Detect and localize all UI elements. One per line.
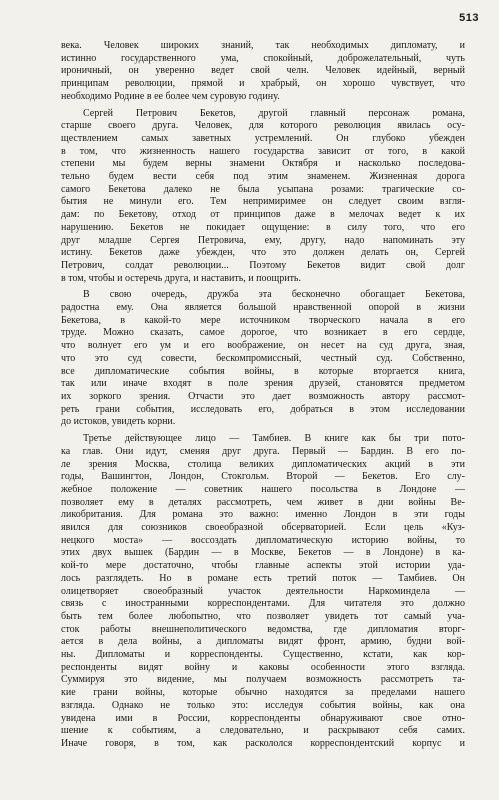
text-line: ка глав. Они идут, сменяя друг друга. Первый — Бардин. В его по- [61,445,465,457]
text-line: ны. Дипломаты и корреспонденты. Существенно, кстати, как кор- [61,649,465,661]
text-line: нецкого моста» — воссоздать дипломатическую историю войны, то [61,534,465,546]
text-line: ле зрения Москва, столица великих дипломатических акций в эти [61,458,465,470]
text-line: В свою очередь, дружба эта бесконечно обогащает Бекетова, [83,289,465,301]
text-line: Петрович, солдат революции... Поэтому Бекетов видит свой долг [61,259,465,271]
text-line: бытия не минули его. Тем непримиримее он следует своим взгля- [61,196,465,208]
text-line: тельно будем вести себя под этим знаменем. Жизненная дорога [61,171,465,183]
text-line: позволяет ему в деталях рассмотреть, чем живет в дни войны Ве- [61,496,465,508]
text-line: в том, что жизненность нашего государства зависит от того, в какой [61,145,465,157]
text-line: принципам революции, прямой и храбрый, он хорошо чувствует, что [61,78,465,90]
text-line: годы, Вашингтон, Лондон, Стокгольм. Второй — Бекетов. Его слу- [61,471,465,483]
text-line: дам: по Бекетову, отход от принципов даже в мелочах ведет к их [61,209,465,221]
paragraph [61,40,465,104]
page-number: 513 [459,12,479,24]
text-line: ироничный, он уверенно ведет свой челн. Человек идейный, верный [61,65,465,77]
text-line: Суммируя это видение, мы получаем возможность рассмотреть та- [61,674,465,686]
text-line: века. Человек широких знаний, так необходимых дипломату, и [61,40,465,51]
text-line: необходимо Родине в ее более чем суровую годину. [61,90,280,102]
text-line: реть грани события, исследовать его, добраться в этом исследовании [61,403,465,415]
text-line: кой-то мере достаточно, чтобы главные аспекты этой истории уда- [61,560,465,572]
text-line: Третье действующее лицо — Тамбиев. В книге как бы три пото- [83,433,465,445]
text-line: Иначе говоря, в том, как раскололся корреспондентский корпус и [61,737,465,749]
text-line: до истоков, увидеть корни. [61,416,176,428]
text-line: увидена ими в России, корреспонденты обнаруживают свое отно- [61,712,465,724]
text-line: труде. Можно сказать, самое дорогое, что возникает в его сердце, [61,327,465,339]
paragraph [61,289,465,429]
text-line: истину. Бекетов даже убежден, что это должен делать он, Сергей [61,247,465,259]
text-line: жебное положение — советник нашего посольства в Лондоне — [61,483,465,495]
text-line: кие грани войны, которые обычно находятся за пределами нашего [61,687,465,699]
text-line: быть тем более любопытно, что позволяет увидеть тот самый уча- [61,610,465,622]
text-line: степени мы будем верны знамени Октября и насколько последова- [61,158,465,170]
text-line: взгляда. Однако не только это: исследуя события войны, как она [61,699,465,711]
text-line: сток работы внешнеполитического ведомства, где дипломатия вторг- [61,623,465,635]
text-line: респонденты видят войну и каковы особенности этого взгляда. [61,661,465,673]
paragraph [61,108,465,286]
text-line: этих двух вышек (Бардин — в Москве, Бекетов — в Лондоне) в ка- [61,547,465,559]
text-line: Бекетова, в какой-то мере источником творческого начала в его [61,314,465,326]
body-text [61,40,465,751]
paragraph [61,433,465,751]
text-line: в том, чтобы и остеречь друга, и наставить, и поощрить. [61,272,301,284]
text-line: друг младше Сергея Петровича, ему, другу, надо напоминать эту [61,234,465,246]
text-line: шение к событиям, а следовательно, и раскрывают себя самих. [61,725,465,737]
text-line: радостна ему. Она является большой нравственной опорой в жизни [61,302,465,314]
text-line: явился для союзников своеобразной обсерваторией. Если цель «Куз- [61,522,465,534]
text-line: старше своего друга. Человек, для которого революция явилась осу- [61,120,465,132]
text-line: что волнует его ум и его воображение, он несет на суд друга, зная, [61,340,465,352]
text-line: что это суд совести, бескомпромиссный, честный суд. Собственно, [61,352,465,364]
text-line: лось разглядеть. Но в романе есть третий поток — Тамбиев. Он [61,572,465,584]
text-line: все дипломатические события войны, в которые вторгается книга, [61,365,465,377]
text-line: нарушению. Бекетов не покидает ощущение: в силу того, что его [61,221,465,233]
text-line: Сергей Петрович Бекетов, другой главный персонаж романа, [83,107,465,119]
text-line: самого Бекетова далеко не была усыпана розами: трагические со- [61,183,465,195]
text-line: олицетворяет своеобразный участок деятельности Наркоминдела — [61,585,465,597]
text-line: их зоркого зрения. Отчасти это дает возможность автору рассмот- [61,390,465,402]
text-line: ликобритания. Для романа это важно: именно Лондон в эти годы [61,509,465,521]
text-line: истинно государственного ума, спокойный, доброжелательный, чуть [61,52,465,64]
text-line: так или иначе входят в поле зрения друзей, становятся предметом [61,378,465,390]
text-line: ается в дела войны, а дипломаты видят фронт, армию, будни вой- [61,636,465,648]
text-line: ществлением самых заветных устремлений. Он глубоко убежден [61,132,465,144]
text-line: связь с иностранными корреспондентами. Для читателя это должно [61,598,465,610]
